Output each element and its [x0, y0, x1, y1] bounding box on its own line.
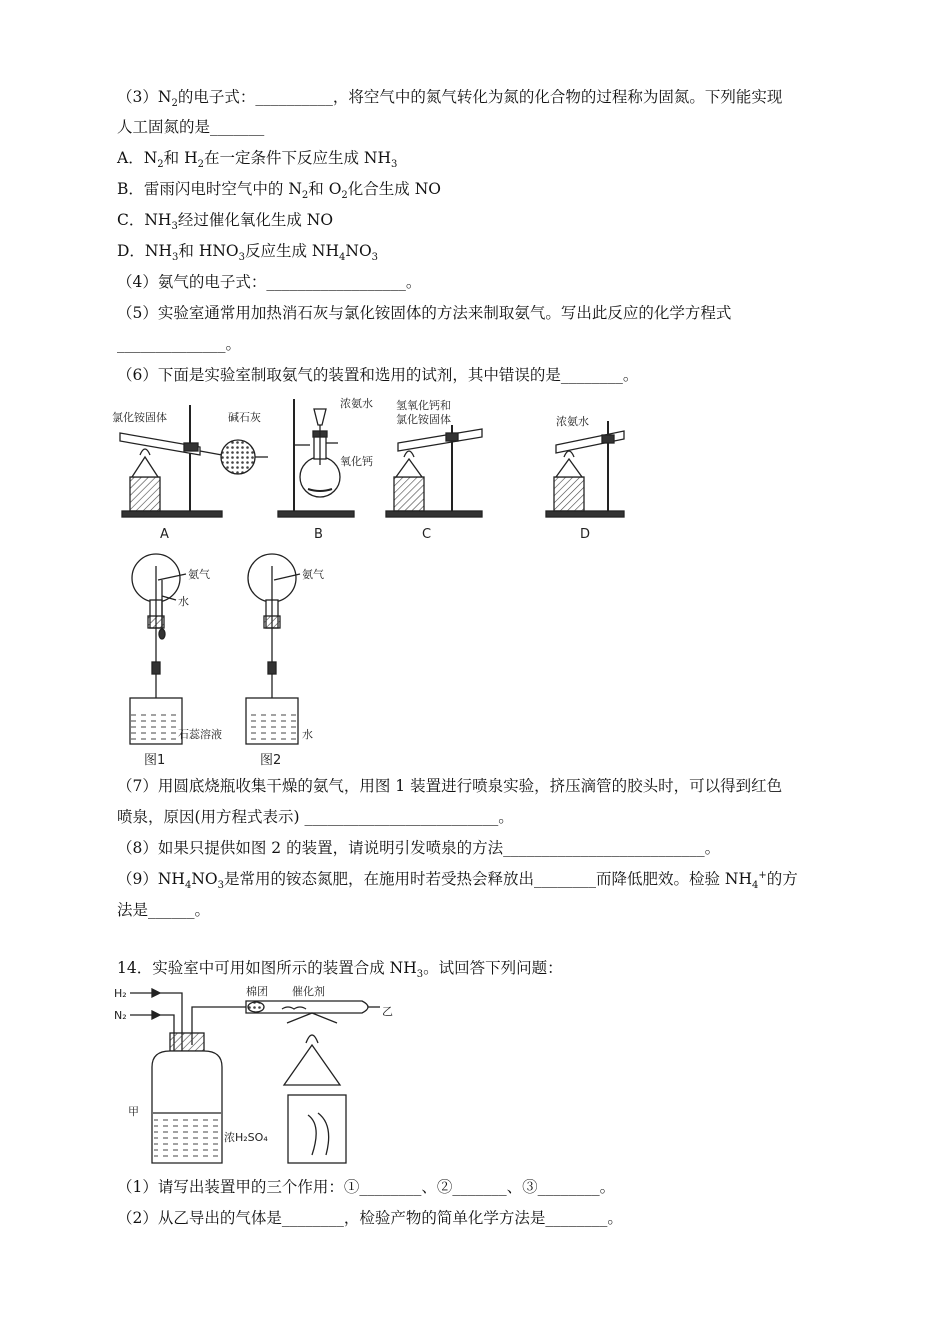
- label-liquid-2: 水: [302, 728, 313, 741]
- support-box: [288, 1095, 346, 1163]
- q13-part9-line2: [117, 899, 210, 921]
- q13-part5-line1: [117, 302, 731, 324]
- q14-intro: 14．实验室中可用如图所示的装置合成 $NH_3$。试回答下列问题：: [117, 959, 563, 981]
- text: 喷泉，原因(用方程式表示) _________________________。: [117, 808, 514, 826]
- flame-c: [404, 451, 414, 457]
- text: NO: [191, 870, 218, 888]
- label-c2: 氯化铵固体: [396, 413, 451, 426]
- q13-part4: [117, 271, 421, 293]
- fountain-figure: [110, 550, 350, 770]
- text: 14．实验室中可用如图所示的装置合成 NH: [117, 959, 417, 977]
- tube-connector-a: [200, 451, 222, 455]
- label-catalyst: 催化剂: [292, 985, 325, 998]
- label-b1: 浓氨水: [340, 397, 373, 410]
- caption-d: D: [580, 527, 591, 542]
- caption-fig2: 图2: [260, 753, 282, 768]
- caption-a: A: [160, 527, 169, 542]
- text: （7）用圆底烧瓶收集干燥的氨气，用图 1 装置进行喷泉实验，挤压滴管的胶头时，可以得到红色: [117, 777, 783, 795]
- q13-part5-line2: [117, 333, 241, 355]
- text: B．雷雨闪电时空气中的 N: [117, 180, 302, 198]
- drying-tube-a: [221, 440, 255, 474]
- label-jia: 甲: [128, 1105, 139, 1118]
- stand-base-c: [386, 511, 482, 517]
- text: （1）请写出装置甲的三个作用：①________、②_______、③________。: [117, 1178, 616, 1196]
- label-n2: N₂: [114, 1009, 127, 1022]
- stand-base-a: [122, 511, 222, 517]
- label-gas-2: 氨气: [302, 568, 324, 581]
- text: （5）实验室通常用加热消石灰与氯化铵固体的方法来制取氨气。写出此反应的化学方程式: [117, 304, 732, 322]
- label-b2: 氧化钙: [340, 455, 373, 468]
- label-yi: 乙: [382, 1005, 393, 1018]
- bottle-stopper: [170, 1033, 204, 1051]
- lamp-c: [396, 459, 422, 477]
- label-gas-1: 氨气: [188, 568, 210, 581]
- text: 法是______。: [117, 901, 211, 919]
- label-h2: H₂: [114, 987, 127, 1000]
- acid-liquid: [154, 1117, 220, 1161]
- text: 。试回答下列问题：: [423, 959, 563, 977]
- text: 是常用的铵态氮肥，在施用时若受热会释放出________而降低肥效。检验 NH: [223, 870, 752, 888]
- lamp-a: [132, 457, 158, 477]
- q14-part2: [117, 1207, 623, 1229]
- ammonia-apparatus-figure: [110, 395, 630, 545]
- label-liquid-1: 石蕊溶液: [178, 728, 222, 741]
- clamp-stand: [287, 1013, 337, 1023]
- text: 化合生成 NO: [347, 180, 441, 198]
- q13-part3-line2: [117, 116, 264, 138]
- q14-part1: [117, 1176, 615, 1198]
- text: 的电子式：__________，将空气中的氮气转化为氮的化合物的过程称为固氮。下列能实现: [177, 88, 783, 106]
- caption-b: B: [314, 527, 323, 542]
- label-cotton: 棉团: [246, 985, 268, 998]
- clamp-c: [446, 433, 458, 441]
- lamp-d: [556, 459, 582, 477]
- text: 的方: [766, 870, 798, 888]
- q13-option-c: C．$NH_3$经过催化氧化生成 NO: [117, 211, 334, 233]
- clip-1: [152, 662, 160, 674]
- text: 和 H: [163, 149, 198, 167]
- text: C．NH: [117, 211, 172, 229]
- q13-option-d: D．$NH_3$和 $HNO_3$反应生成 $NH_4NO_3$: [117, 242, 379, 264]
- text: 人工固氮的是_______: [117, 118, 265, 136]
- label-a2: 碱石灰: [228, 411, 261, 424]
- label-d1: 浓氨水: [556, 415, 589, 428]
- text: （9）NH: [117, 870, 185, 888]
- block-c: [394, 477, 424, 511]
- beaker-liquid-1: [131, 714, 181, 743]
- q13-option-a: A．$N_2$和 $H_2$在一定条件下反应生成 $NH_3$: [117, 149, 398, 171]
- q13-option-b: B．雷雨闪电时空气中的 $N_2$和 $O_2$化合生成 NO: [117, 180, 441, 202]
- beaker-liquid-2: [247, 714, 297, 743]
- label-c1: 氢氧化钙和: [396, 399, 451, 412]
- n2-arrowhead: [152, 1011, 160, 1019]
- clamp-a: [184, 443, 198, 451]
- h2-arrowhead: [152, 989, 160, 997]
- label-acid: 浓H₂SO₄: [224, 1131, 268, 1144]
- stand-base-d: [546, 511, 624, 517]
- block-a: [130, 477, 160, 511]
- text: NO: [345, 242, 372, 260]
- text: 在一定条件下反应生成 NH: [203, 149, 391, 167]
- q13-part9-line1: $(9)NH_4NO_3$是常用的铵态氮肥，在施用时若受热会释放出________而降低肥效。检验 $NH_4^+$的方: [117, 869, 798, 892]
- clamp-d: [602, 435, 614, 443]
- alcohol-lamp: [284, 1045, 340, 1085]
- funnel-b: [314, 409, 326, 425]
- flame-d: [564, 451, 574, 457]
- block-d: [554, 477, 584, 511]
- text: 和 HNO: [178, 242, 239, 260]
- label-water-1: 水: [178, 595, 189, 608]
- nh3-synthesis-figure: [112, 985, 402, 1167]
- dropper-bulb-1: [159, 629, 165, 639]
- text: ______________。: [117, 335, 242, 353]
- flame-a: [140, 449, 150, 455]
- clip-2: [268, 662, 276, 674]
- q13-part3-line1: $(3)N_2$的电子式：__________，将空气中的氮气转化为氮的化合物的过程称为固氮。下列能实现: [117, 88, 783, 110]
- lamp-flame: [306, 1035, 318, 1043]
- text: 经过催化氧化生成 NO: [177, 211, 334, 229]
- stand-base-b: [278, 511, 354, 517]
- text: 反应生成 NH: [244, 242, 339, 260]
- text: （6）下面是实验室制取氨气的装置和选用的试剂，其中错误的是________。: [117, 366, 639, 384]
- text: （2）从乙导出的气体是________，检验产物的简单化学方法是________。: [117, 1209, 623, 1227]
- q13-part7-line1: [117, 775, 782, 797]
- label-a1: 氯化铵固体: [112, 411, 167, 424]
- caption-fig1: 图1: [144, 753, 166, 768]
- q13-part8: [117, 837, 720, 859]
- text: A．N: [117, 149, 158, 167]
- q13-part6: [117, 364, 638, 386]
- text: D．NH: [117, 242, 173, 260]
- text: 和 O: [308, 180, 342, 198]
- cotton-plug: [248, 1002, 264, 1012]
- text: （8）如果只提供如图 2 的装置，请说明引发喷泉的方法__________________________。: [117, 839, 721, 857]
- text: （3）N: [117, 88, 172, 106]
- caption-c: C: [422, 527, 432, 542]
- text: （4）氨气的电子式：__________________。: [117, 273, 422, 291]
- tube-c: [398, 429, 482, 451]
- q13-part7-line2: [117, 806, 514, 828]
